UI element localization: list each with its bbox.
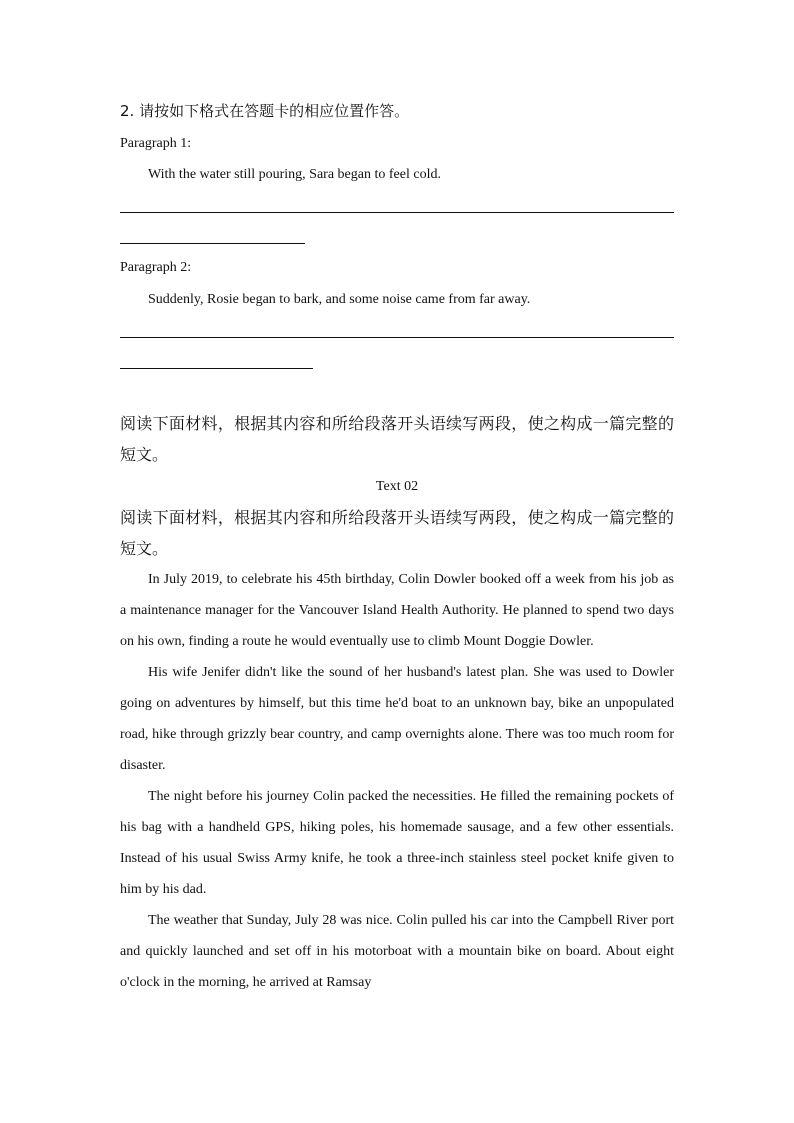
paragraph-1-label: Paragraph 1: [120,136,192,151]
story-paragraph-4: The weather that Sunday, July 28 was nice. Colin pulled his car into the Campbell River port and quickly launched and set off in his motorboat with a mountain bike on board. About eight o'clock in the morning, he arrived at Ramsay [120,913,674,990]
instruction-item-2: 2. 请按如下格式在答题卡的相应位置作答。 [120,102,410,120]
paragraph-2-label: Paragraph 2: [120,260,192,275]
story-paragraph-3: The night before his journey Colin packed the necessities. He filled the remaining pockets of his bag with a handheld GPS, hiking poles, his homemade sausage, and a few other essentials. Instead of his usual Swiss Army knife, he took a three-inch stainless steel pocket knife given to him by his dad. [120,789,674,897]
paragraph-2-opener: Suddenly, Rosie began to bark, and some noise came from far away. [148,292,531,307]
answer-line [120,337,674,338]
writing-prompt: 阅读下面材料，根据其内容和所给段落开头语续写两段，使之构成一篇完整的短文。 [120,508,674,558]
story-paragraph-1: In July 2019, to celebrate his 45th birthday, Colin Dowler booked off a week from his job as a maintenance manager for the Vancouver Island Health Authority. He planned to spend two days on his own, finding a route he would eventually use to climb Mount Doggie Dowler. [120,572,674,649]
answer-line [120,243,305,244]
text-title: Text 02 [375,479,419,494]
writing-prompt: 阅读下面材料，根据其内容和所给段落开头语续写两段，使之构成一篇完整的短文。 [120,414,674,464]
answer-line [120,368,313,369]
answer-line [120,212,674,213]
story-paragraph-2: His wife Jenifer didn't like the sound of her husband's latest plan. She was used to Dowler going on adventures by himself, but this time he'd boat to an unknown bay, bike an unpopulated road, hike through grizzly bear country, and camp overnights alone. There was too much room for disaster. [120,665,674,773]
paragraph-1-opener: With the water still pouring, Sara began to feel cold. [148,167,441,182]
story-paragraph [120,564,674,998]
